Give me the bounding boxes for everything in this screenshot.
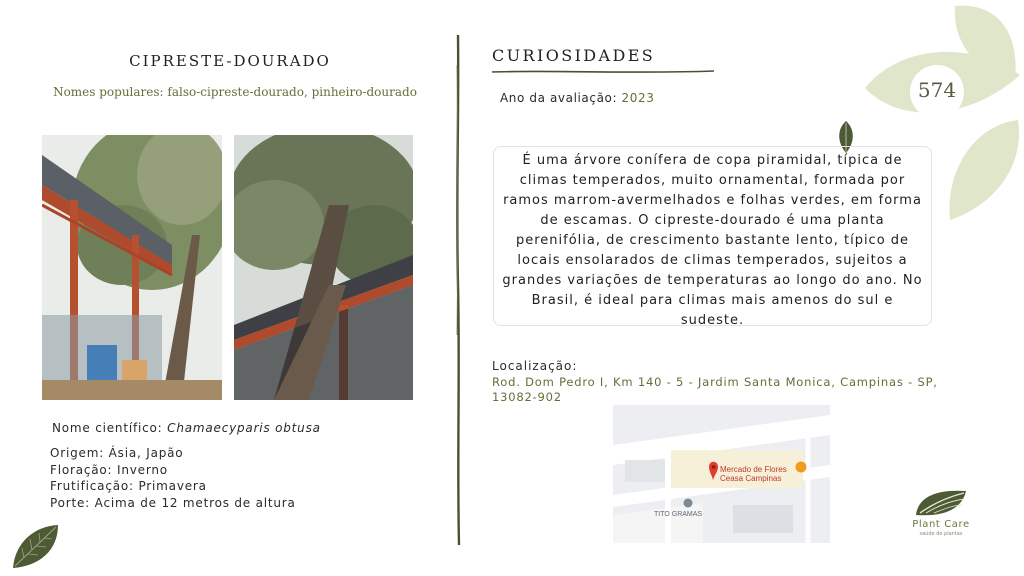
leaf-decoration-bottom — [10, 522, 62, 570]
plant-care-logo-icon — [914, 487, 970, 519]
badge-number: 574 — [917, 78, 957, 102]
fact-fruiting: Frutificação: Primavera — [50, 479, 207, 493]
map-nearby-label: TITO GRAMAS — [654, 511, 703, 518]
location-address: Rod. Dom Pedro I, Km 140 - 5 - Jardim Santa Monica, Campinas - SP, 13082-902 — [492, 375, 938, 404]
plant-photo-1 — [42, 135, 222, 400]
heading-underline — [490, 68, 716, 76]
fact-origin: Origem: Ásia, Japão — [50, 446, 184, 460]
map-place-label: Mercado de Flores Ceasa Campinas — [720, 465, 787, 483]
plant-common-name: CIPRESTE-DOURADO — [129, 52, 331, 70]
evaluation-year-value: 2023 — [621, 91, 655, 105]
fact-flowering: Floração: Inverno — [50, 462, 168, 477]
brand-tagline: saúde de plantas — [919, 531, 963, 537]
scientific-name-value: Chamaecyparis obtusa — [167, 421, 321, 435]
section-heading: CURIOSIDADES — [492, 46, 656, 65]
scientific-name — [52, 421, 321, 435]
description-box: É uma árvore conífera de copa piramidal, típica de climas temperados, muito ornamental, formada por ramos marrom-avermelhados e folhas verdes, em forma de escamas. O cipreste-dourado é uma planta perenifólia, de crescimento bastante lento, típico de locais ensolarados de climas temperados, sujeitos a grandes variações de temperaturas ao longo do ano. No Brasil, é ideal para climas mais amenos do sul e sudeste. — [493, 146, 932, 326]
evaluation-year-label: Ano da avaliação: — [500, 91, 618, 105]
popular-names — [40, 84, 430, 100]
popular-names-label: Nomes populares: — [53, 85, 164, 99]
scientific-name-label: Nome científico: — [52, 421, 163, 435]
fact-size: Porte: Acima de 12 metros de altura — [50, 495, 296, 510]
plant-photo-2 — [234, 135, 413, 400]
location-label: Localização: — [492, 359, 578, 373]
location-map[interactable] — [613, 405, 830, 543]
evaluation-year — [500, 91, 655, 105]
brand-name: Plant Care — [912, 519, 970, 530]
column-divider — [453, 35, 463, 545]
popular-names-value: falso-cipreste-dourado, pinheiro-dourado — [167, 85, 417, 99]
plant-facts — [50, 445, 296, 511]
